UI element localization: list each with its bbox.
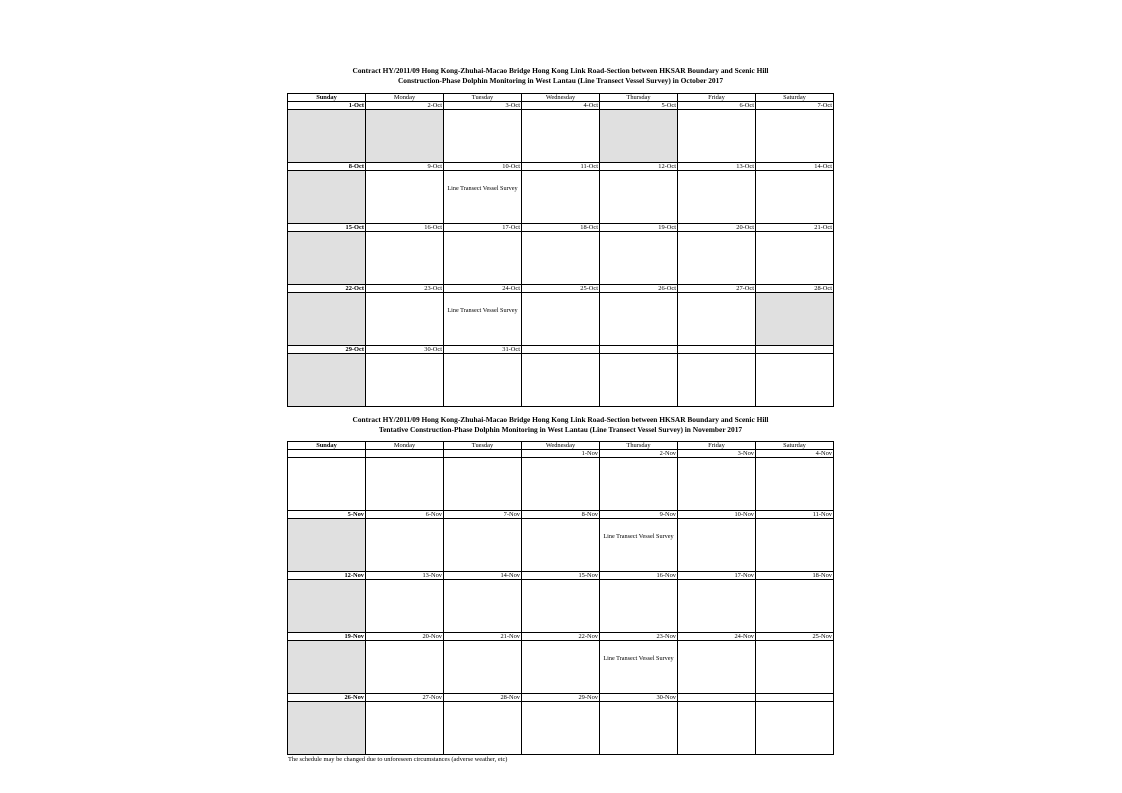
day-cell: [366, 580, 444, 633]
date-label: 25-Nov: [756, 633, 834, 641]
weekday-header-saturday: Saturday: [756, 94, 834, 102]
day-cell: [756, 110, 834, 163]
day-cell-row: [288, 110, 834, 163]
day-cell: [756, 641, 834, 694]
day-cell: [288, 354, 366, 407]
day-cell: [288, 232, 366, 285]
day-cell: [678, 293, 756, 346]
november-title: [287, 415, 834, 435]
day-cell: [444, 293, 522, 346]
date-label: 8-Nov: [522, 511, 600, 519]
date-label: 7-Oct: [756, 102, 834, 110]
date-row: [288, 102, 834, 110]
date-label: [678, 694, 756, 702]
day-cell-row: [288, 354, 834, 407]
day-cell: [366, 458, 444, 511]
day-cell: [678, 458, 756, 511]
date-label: 6-Nov: [366, 511, 444, 519]
day-cell: [522, 580, 600, 633]
day-cell: [522, 519, 600, 572]
day-cell: [444, 519, 522, 572]
day-cell: [366, 702, 444, 755]
date-label: 19-Oct: [600, 224, 678, 232]
date-row: [288, 224, 834, 232]
november-calendar-table: [287, 441, 834, 755]
date-label: 17-Nov: [678, 572, 756, 580]
date-label: 23-Oct: [366, 285, 444, 293]
date-label: 2-Oct: [366, 102, 444, 110]
weekday-header-monday: Monday: [366, 442, 444, 450]
day-cell: [756, 171, 834, 224]
day-cell: [366, 232, 444, 285]
day-cell: [678, 519, 756, 572]
day-cell: [288, 293, 366, 346]
date-label: 27-Nov: [366, 694, 444, 702]
day-cell: [522, 110, 600, 163]
weekday-header-sunday: Sunday: [288, 442, 366, 450]
date-label: 9-Oct: [366, 163, 444, 171]
day-cell: [288, 458, 366, 511]
date-label: 10-Oct: [444, 163, 522, 171]
date-label: 21-Nov: [444, 633, 522, 641]
date-label: 14-Nov: [444, 572, 522, 580]
day-cell: [756, 519, 834, 572]
date-label: 28-Oct: [756, 285, 834, 293]
date-label: [366, 450, 444, 458]
date-label: 15-Nov: [522, 572, 600, 580]
date-label: 5-Oct: [600, 102, 678, 110]
day-cell-row: [288, 702, 834, 755]
date-label: 1-Oct: [288, 102, 366, 110]
date-label: 20-Oct: [678, 224, 756, 232]
day-cell: [600, 702, 678, 755]
day-cell: [522, 293, 600, 346]
day-cell: [366, 354, 444, 407]
date-label: 16-Nov: [600, 572, 678, 580]
date-label: 4-Oct: [522, 102, 600, 110]
day-cell: [522, 354, 600, 407]
date-label: 30-Nov: [600, 694, 678, 702]
day-cell: [288, 580, 366, 633]
day-cell: [600, 580, 678, 633]
date-label: 23-Nov: [600, 633, 678, 641]
weekday-header-wednesday: Wednesday: [522, 94, 600, 102]
day-cell: [600, 232, 678, 285]
day-cell: [600, 354, 678, 407]
date-label: 18-Oct: [522, 224, 600, 232]
weekday-header-saturday: Saturday: [756, 442, 834, 450]
date-label: 7-Nov: [444, 511, 522, 519]
date-label: 10-Nov: [678, 511, 756, 519]
date-label: 9-Nov: [600, 511, 678, 519]
weekday-header-row: [288, 442, 834, 450]
date-label: 14-Oct: [756, 163, 834, 171]
weekday-header-wednesday: Wednesday: [522, 442, 600, 450]
day-cell-row: [288, 519, 834, 572]
date-label: [288, 450, 366, 458]
day-cell: [678, 110, 756, 163]
day-cell: [678, 171, 756, 224]
date-row: [288, 346, 834, 354]
date-label: 24-Nov: [678, 633, 756, 641]
day-cell: [444, 702, 522, 755]
day-cell: [678, 580, 756, 633]
day-cell: [678, 232, 756, 285]
weekday-header-friday: Friday: [678, 94, 756, 102]
october-title: [287, 66, 834, 86]
day-cell: [600, 110, 678, 163]
day-cell: [522, 458, 600, 511]
day-cell: [756, 232, 834, 285]
date-label: [756, 346, 834, 354]
day-cell-row: [288, 641, 834, 694]
day-cell: [756, 458, 834, 511]
weekday-header-friday: Friday: [678, 442, 756, 450]
date-row: [288, 572, 834, 580]
day-cell: [600, 519, 678, 572]
day-cell: [522, 702, 600, 755]
november-title-line1: Contract HY/2011/09 Hong Kong-Zhuhai-Macao Bridge Hong Kong Link Road-Section between HKSAR Boundary and Scenic Hill: [352, 415, 769, 424]
date-label: 11-Nov: [756, 511, 834, 519]
weekday-header-tuesday: Tuesday: [444, 442, 522, 450]
date-row: [288, 163, 834, 171]
date-label: 6-Oct: [678, 102, 756, 110]
date-label: 18-Nov: [756, 572, 834, 580]
day-cell: [522, 232, 600, 285]
date-label: 12-Nov: [288, 572, 366, 580]
date-label: 8-Oct: [288, 163, 366, 171]
weekday-header-monday: Monday: [366, 94, 444, 102]
date-label: 1-Nov: [522, 450, 600, 458]
day-cell: [288, 519, 366, 572]
day-cell: [600, 641, 678, 694]
date-label: 26-Nov: [288, 694, 366, 702]
date-label: 13-Oct: [678, 163, 756, 171]
weekday-header-tuesday: Tuesday: [444, 94, 522, 102]
day-cell: [600, 293, 678, 346]
date-label: 20-Nov: [366, 633, 444, 641]
survey-note: Line Transect Vessel Survey: [447, 307, 518, 314]
date-label: 27-Oct: [678, 285, 756, 293]
date-label: [678, 346, 756, 354]
date-row: [288, 450, 834, 458]
survey-note: Line Transect Vessel Survey: [603, 655, 674, 662]
date-label: 25-Oct: [522, 285, 600, 293]
date-label: [600, 346, 678, 354]
date-row: [288, 285, 834, 293]
day-cell: [366, 293, 444, 346]
date-label: [756, 694, 834, 702]
day-cell: [366, 171, 444, 224]
day-cell: [366, 641, 444, 694]
date-label: [522, 346, 600, 354]
date-label: 3-Oct: [444, 102, 522, 110]
day-cell-row: [288, 171, 834, 224]
date-label: 4-Nov: [756, 450, 834, 458]
survey-note: Line Transect Vessel Survey: [447, 185, 518, 192]
day-cell: [756, 580, 834, 633]
date-row: [288, 633, 834, 641]
day-cell-row: [288, 232, 834, 285]
date-label: 31-Oct: [444, 346, 522, 354]
date-label: 22-Nov: [522, 633, 600, 641]
schedule-footnote: The schedule may be changed due to unforeseen circumstances (adverse weather, etc): [288, 756, 508, 763]
date-label: 19-Nov: [288, 633, 366, 641]
date-label: 21-Oct: [756, 224, 834, 232]
november-title-line2: Tentative Construction-Phase Dolphin Monitoring in West Lantau (Line Transect Vessel Survey) in November 2017: [378, 425, 743, 434]
day-cell: [288, 641, 366, 694]
date-label: 16-Oct: [366, 224, 444, 232]
date-label: 15-Oct: [288, 224, 366, 232]
date-label: 29-Nov: [522, 694, 600, 702]
day-cell: [444, 458, 522, 511]
date-label: 11-Oct: [522, 163, 600, 171]
day-cell: [444, 171, 522, 224]
day-cell-row: [288, 458, 834, 511]
october-title-line2: Construction-Phase Dolphin Monitoring in West Lantau (Line Transect Vessel Survey) in October 2017: [397, 76, 724, 85]
day-cell: [288, 110, 366, 163]
day-cell: [756, 293, 834, 346]
day-cell: [366, 519, 444, 572]
survey-note: Line Transect Vessel Survey: [603, 533, 674, 540]
day-cell: [444, 641, 522, 694]
date-label: [444, 450, 522, 458]
day-cell: [600, 458, 678, 511]
day-cell: [288, 171, 366, 224]
date-label: 29-Oct: [288, 346, 366, 354]
day-cell: [678, 354, 756, 407]
date-label: 5-Nov: [288, 511, 366, 519]
day-cell: [444, 110, 522, 163]
day-cell: [678, 641, 756, 694]
day-cell: [756, 702, 834, 755]
day-cell: [522, 171, 600, 224]
day-cell: [444, 580, 522, 633]
day-cell: [444, 232, 522, 285]
october-calendar-table: [287, 93, 834, 407]
date-label: 13-Nov: [366, 572, 444, 580]
date-label: 30-Oct: [366, 346, 444, 354]
day-cell: [600, 171, 678, 224]
weekday-header-thursday: Thursday: [600, 442, 678, 450]
date-row: [288, 511, 834, 519]
day-cell-row: [288, 580, 834, 633]
date-label: 26-Oct: [600, 285, 678, 293]
date-label: 24-Oct: [444, 285, 522, 293]
day-cell: [522, 641, 600, 694]
date-label: 2-Nov: [600, 450, 678, 458]
date-label: 28-Nov: [444, 694, 522, 702]
weekday-header-row: [288, 94, 834, 102]
day-cell: [288, 702, 366, 755]
day-cell: [678, 702, 756, 755]
date-row: [288, 694, 834, 702]
date-label: 12-Oct: [600, 163, 678, 171]
weekday-header-thursday: Thursday: [600, 94, 678, 102]
october-title-line1: Contract HY/2011/09 Hong Kong-Zhuhai-Macao Bridge Hong Kong Link Road-Section between HKSAR Boundary and Scenic Hill: [352, 66, 769, 75]
date-label: 3-Nov: [678, 450, 756, 458]
date-label: 22-Oct: [288, 285, 366, 293]
day-cell: [756, 354, 834, 407]
weekday-header-sunday: Sunday: [288, 94, 366, 102]
day-cell: [444, 354, 522, 407]
day-cell-row: [288, 293, 834, 346]
date-label: 17-Oct: [444, 224, 522, 232]
day-cell: [366, 110, 444, 163]
